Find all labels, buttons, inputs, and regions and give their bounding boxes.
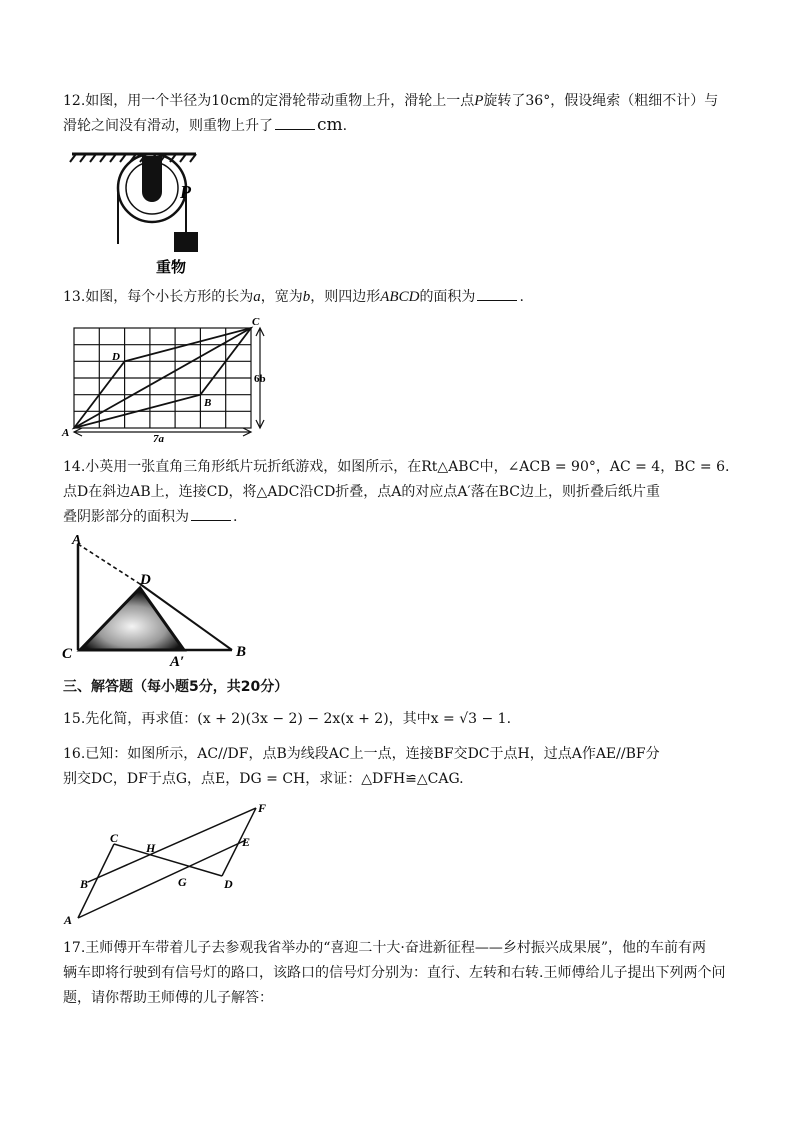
fig16-label-f: F	[258, 801, 267, 815]
fig16-label-h: H	[146, 841, 156, 855]
q16-line2: 别交DC，DF于点G，点E，DG = CH，求证：△DFH≌△CAG.	[63, 771, 464, 787]
q17-line3: 题，请你帮助王师傅的儿子解答：	[63, 990, 273, 1006]
q15-line: 15.先化简，再求值：(x + 2)(3x − 2) − 2x(x + 2)，其中x = √3 − 1.	[63, 711, 512, 727]
answer-blank[interactable]	[275, 115, 315, 130]
grid-label-a: A	[62, 427, 70, 439]
fold-triangle-figure	[60, 532, 260, 668]
fold-label-a-prime: A′	[170, 654, 185, 670]
answer-blank[interactable]	[477, 286, 517, 301]
fold-label-c: C	[62, 646, 73, 662]
fig16-label-g: G	[178, 875, 187, 889]
q17-line2: 辆车即将行驶到有信号灯的路口，该路口的信号灯分别为：直行、左转和右转.王师傅给儿子提出下列两个问	[63, 965, 726, 981]
grid-label-b: B	[204, 397, 212, 409]
grid-label-height: 6b	[254, 373, 266, 385]
section-title: 三、解答题（每小题5分，共20分）	[63, 679, 289, 695]
pulley-label-p: P	[180, 182, 191, 202]
q14-line1: 14.小英用一张直角三角形纸片玩折纸游戏，如图所示，在Rt△ABC中，∠ACB = 90°，AC = 4，BC = 6.	[63, 459, 730, 475]
grid-label-width: 7a	[153, 433, 164, 445]
q14-line3: 叠阴影部分的面积为 .	[63, 506, 237, 528]
q17-line1: 17.王师傅开车带着儿子去参观我省举办的“喜迎二十大·奋进新征程——乡村振兴成果展”，他的车前有两	[63, 940, 707, 956]
grid-label-c: C	[252, 316, 260, 328]
parallel-lines-figure	[62, 800, 282, 930]
q12-line1: 12.如图，用一个半径为10cm的定滑轮带动重物上升，滑轮上一点P旋转了36°，假设绳索（粗细不计）与	[63, 93, 719, 109]
q12-line2: 滑轮之间没有滑动，则重物上升了 cm.	[63, 115, 348, 135]
pulley-figure	[66, 148, 216, 276]
answer-blank[interactable]	[191, 506, 231, 521]
fold-label-d: D	[140, 572, 151, 588]
fig16-label-b: B	[80, 877, 89, 891]
q13-line: 13.如图，每个小长方形的长为a，宽为b，则四边形ABCD的面积为 .	[63, 286, 524, 308]
fold-label-a: A	[72, 533, 82, 548]
fig16-label-d: D	[224, 877, 233, 891]
grid-figure	[60, 314, 280, 444]
fig16-label-a: A	[64, 913, 73, 927]
weight-label: 重物	[156, 258, 187, 276]
q14-line2: 点D在斜边AB上，连接CD，将△ADC沿CD折叠，点A的对应点A′落在BC边上，则折叠后纸片重	[63, 484, 660, 500]
grid-label-d: D	[112, 351, 120, 363]
fold-label-b: B	[236, 644, 247, 660]
q16-line1: 16.已知：如图所示，AC//DF，点B为线段AC上一点，连接BF交DC于点H，过点A作AE//BF分	[63, 746, 660, 762]
fig16-label-c: C	[110, 831, 119, 845]
fig16-label-e: E	[242, 835, 251, 849]
